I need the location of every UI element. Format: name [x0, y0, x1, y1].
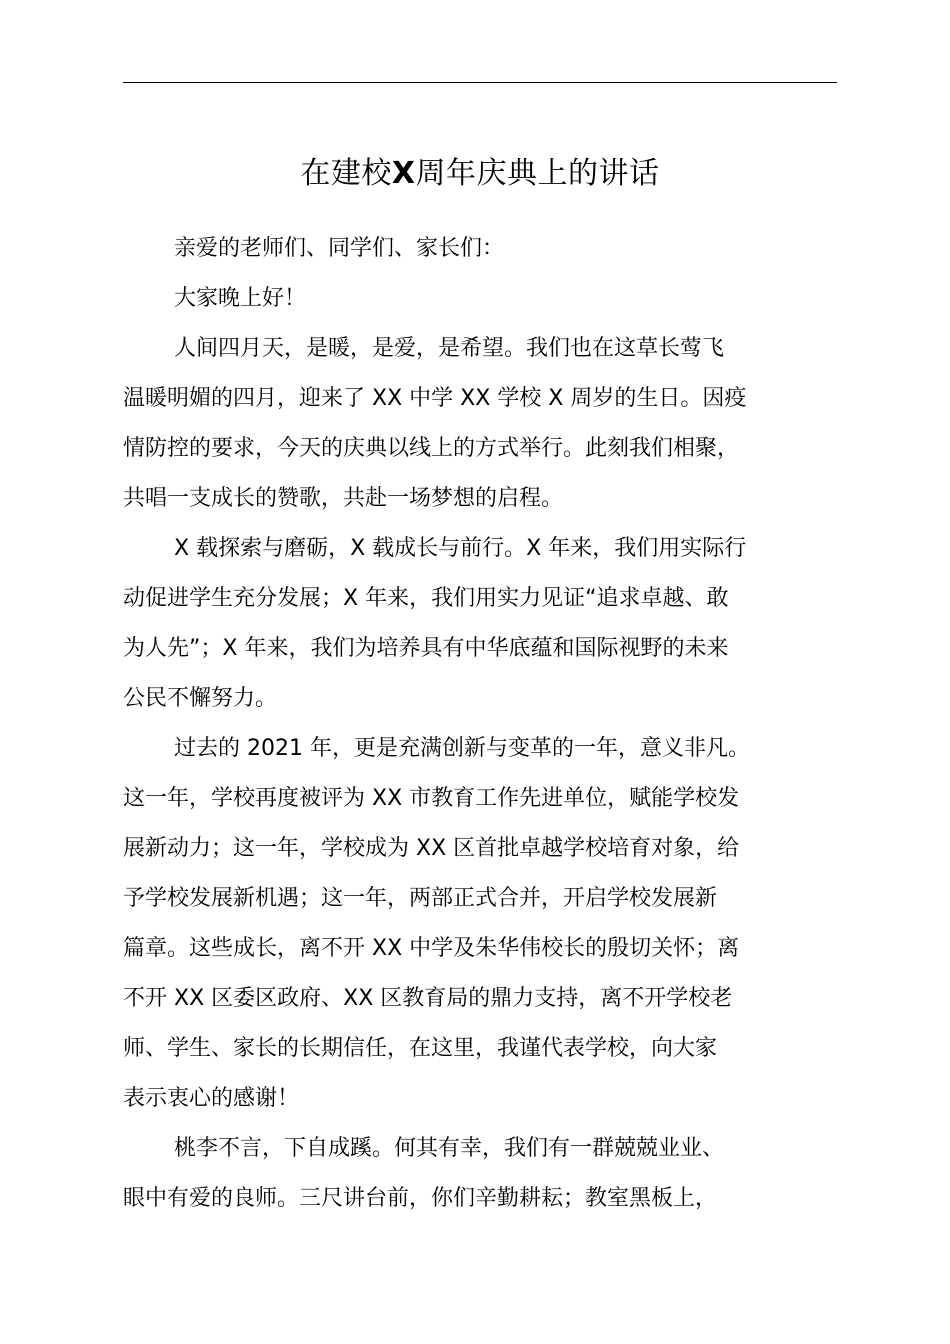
text-line: 桃李不言，下自成蹊。何其有幸，我们有一群兢兢业业、	[174, 1136, 725, 1161]
title-x: X	[391, 156, 416, 191]
text-line: 公民不懈努力。	[123, 686, 278, 711]
text-line: 动促进学生充分发展；X 年来，我们用实力见证“追求卓越、敢	[123, 586, 729, 611]
text-line: 大家晚上好！	[174, 286, 307, 311]
text-line: 师、学生、家长的长期信任，在这里，我谨代表学校，向大家	[123, 1036, 718, 1061]
text-line: 表示衷心的感谢！	[123, 1086, 300, 1111]
text-line: 温暖明媚的四月，迎来了 XX 中学 XX 学校 X 周岁的生日。因疫	[123, 386, 747, 411]
text-line: 这一年，学校再度被评为 XX 市教育工作先进单位，赋能学校发	[123, 786, 740, 811]
text-line: 过去的 2021 年，更是充满创新与变革的一年，意义非凡。	[174, 736, 750, 761]
document-body	[123, 224, 837, 1224]
text-line: 展新动力；这一年，学校成为 XX 区首批卓越学校培育对象，给	[123, 836, 740, 861]
text-line: X 载探索与磨砺，X 载成长与前行。X 年来，我们用实际行	[174, 536, 747, 561]
text-line: 篇章。这些成长，离不开 XX 中学及朱华伟校长的殷切关怀；离	[123, 936, 740, 961]
text-line: 为人先”；X 年来，我们为培养具有中华底蕴和国际视野的未来	[123, 636, 729, 661]
text-line: 亲爱的老师们、同学们、家长们：	[174, 236, 505, 261]
title-prefix: 在建校	[300, 156, 392, 191]
text-line: 共唱一支成长的赞歌，共赴一场梦想的启程。	[123, 486, 564, 511]
text-line: 人间四月天，是暖，是爱，是希望。我们也在这草长莺飞	[174, 336, 725, 361]
text-line: 眼中有爱的良师。三尺讲台前，你们辛勤耕耘；教室黑板上，	[123, 1186, 718, 1211]
text-line: 情防控的要求，今天的庆典以线上的方式举行。此刻我们相聚，	[123, 436, 740, 461]
title-suffix: 周年庆典上的讲话	[415, 156, 660, 191]
header-rule	[123, 82, 837, 83]
text-line: 予学校发展新机遇；这一年，两部正式合并，开启学校发展新	[123, 886, 718, 911]
document-title	[123, 148, 837, 200]
text-line: 不开 XX 区委区政府、XX 区教育局的鼎力支持，离不开学校老	[123, 986, 733, 1011]
